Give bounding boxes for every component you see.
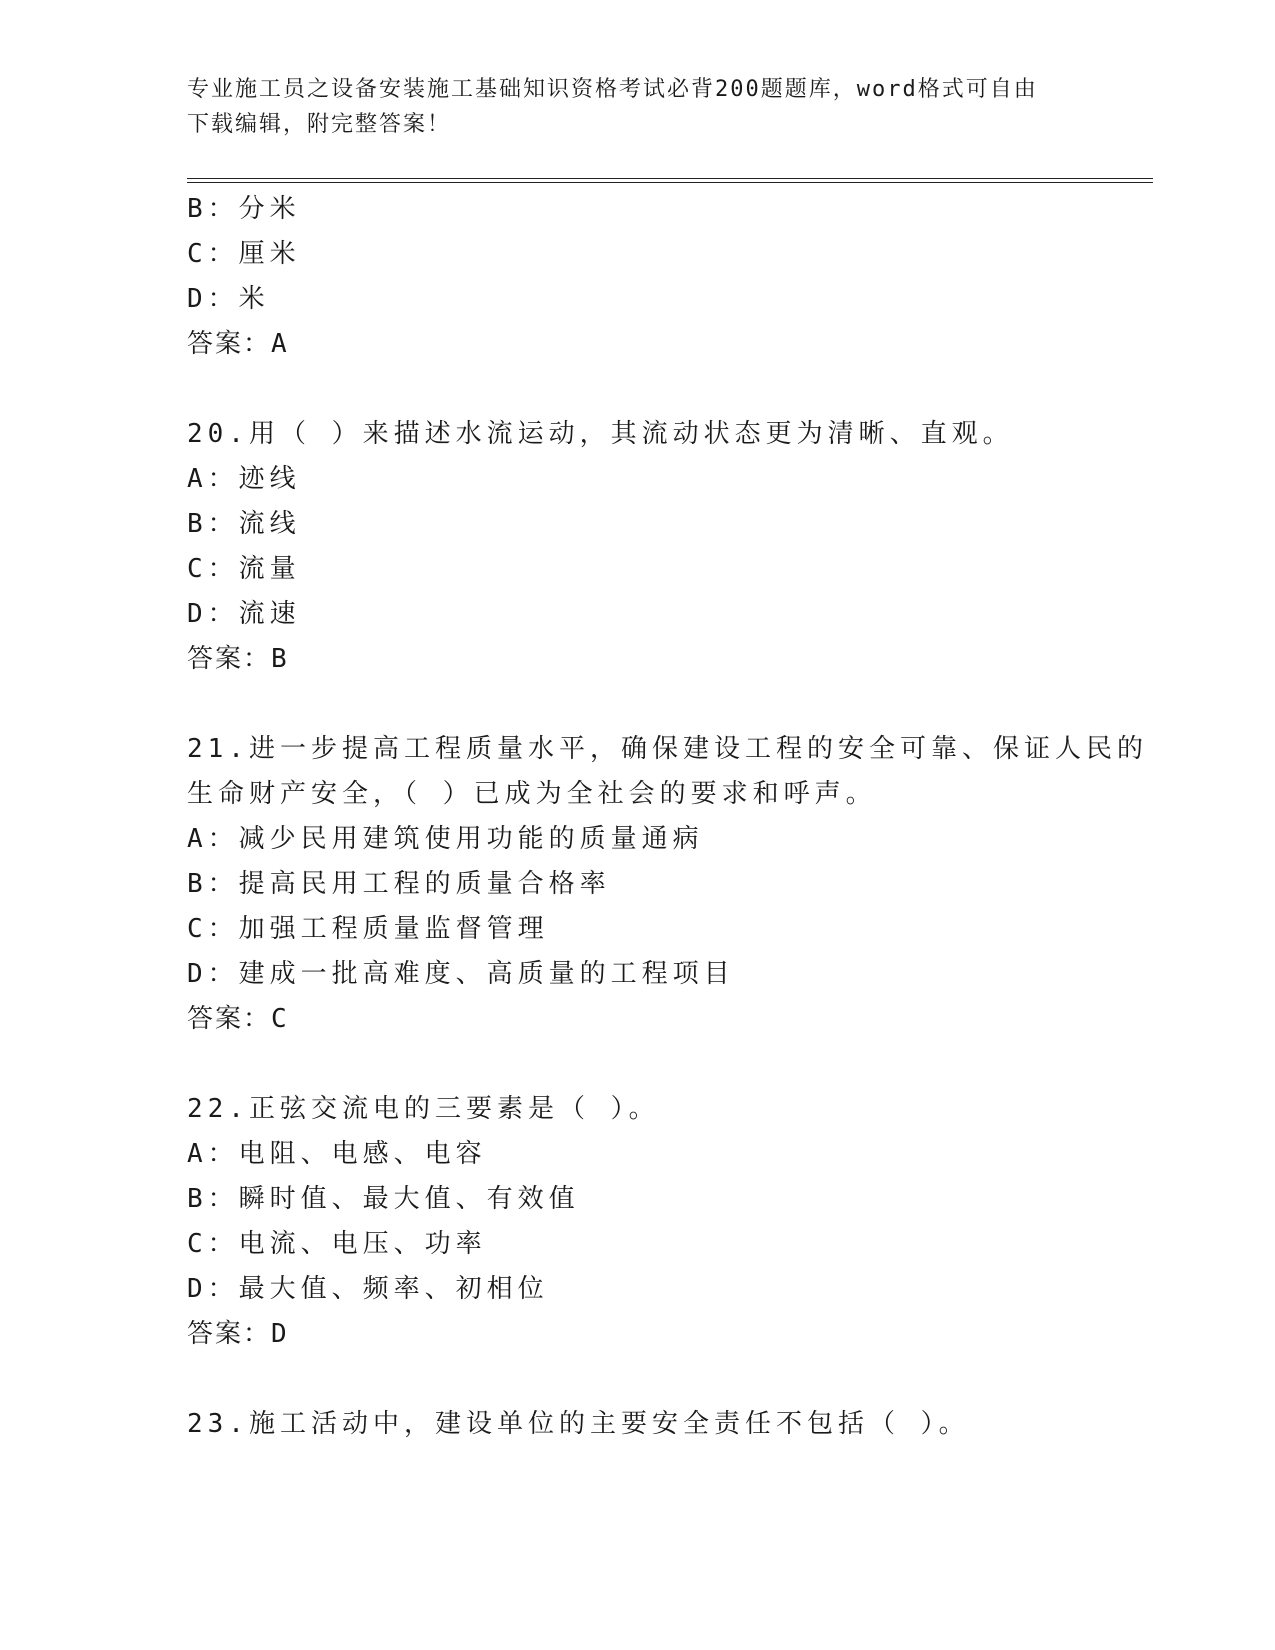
document-header bbox=[187, 72, 1077, 142]
q20-option-b: B：流线 bbox=[187, 509, 301, 539]
q19-option-c: C：厘米 bbox=[187, 239, 301, 269]
q22-stem: 22.正弦交流电的三要素是（ ）。 bbox=[187, 1094, 660, 1124]
q23-stem: 23.施工活动中，建设单位的主要安全责任不包括（ ）。 bbox=[187, 1409, 970, 1439]
q21-answer: 答案：C bbox=[187, 1004, 289, 1034]
q19-answer: 答案：A bbox=[187, 329, 289, 359]
q21-option-d: D：建成一批高难度、高质量的工程项目 bbox=[187, 959, 735, 989]
q20-stem: 20.用（ ）来描述水流运动，其流动状态更为清晰、直观。 bbox=[187, 419, 1014, 449]
q21-option-a: A：减少民用建筑使用功能的质量通病 bbox=[187, 824, 704, 854]
header-line-2: 下载编辑，附完整答案！ bbox=[187, 112, 452, 137]
header-divider-top bbox=[187, 178, 1153, 179]
q20-answer: 答案：B bbox=[187, 644, 289, 674]
q21-stem-line-1: 21.进一步提高工程质量水平，确保建设工程的安全可靠、保证人民的 bbox=[187, 734, 1148, 764]
q22-answer: 答案：D bbox=[187, 1319, 289, 1349]
q19-option-d: D：米 bbox=[187, 284, 270, 314]
q22-option-c: C：电流、电压、功率 bbox=[187, 1229, 487, 1259]
q21-stem-line-2: 生命财产安全，（ ）已成为全社会的要求和呼声。 bbox=[187, 779, 877, 809]
header-divider-bottom bbox=[187, 182, 1153, 183]
q20-option-d: D：流速 bbox=[187, 599, 301, 629]
q21-option-c: C：加强工程质量监督管理 bbox=[187, 914, 549, 944]
q22-option-a: A：电阻、电感、电容 bbox=[187, 1139, 487, 1169]
q19-option-b: B：分米 bbox=[187, 194, 301, 224]
q21-option-b: B：提高民用工程的质量合格率 bbox=[187, 869, 611, 899]
header-line-1: 专业施工员之设备安装施工基础知识资格考试必背200题题库，word格式可自由 bbox=[187, 77, 1038, 102]
q20-option-a: A：迹线 bbox=[187, 464, 301, 494]
q22-option-d: D：最大值、频率、初相位 bbox=[187, 1274, 549, 1304]
q22-option-b: B：瞬时值、最大值、有效值 bbox=[187, 1184, 580, 1214]
q20-option-c: C：流量 bbox=[187, 554, 301, 584]
